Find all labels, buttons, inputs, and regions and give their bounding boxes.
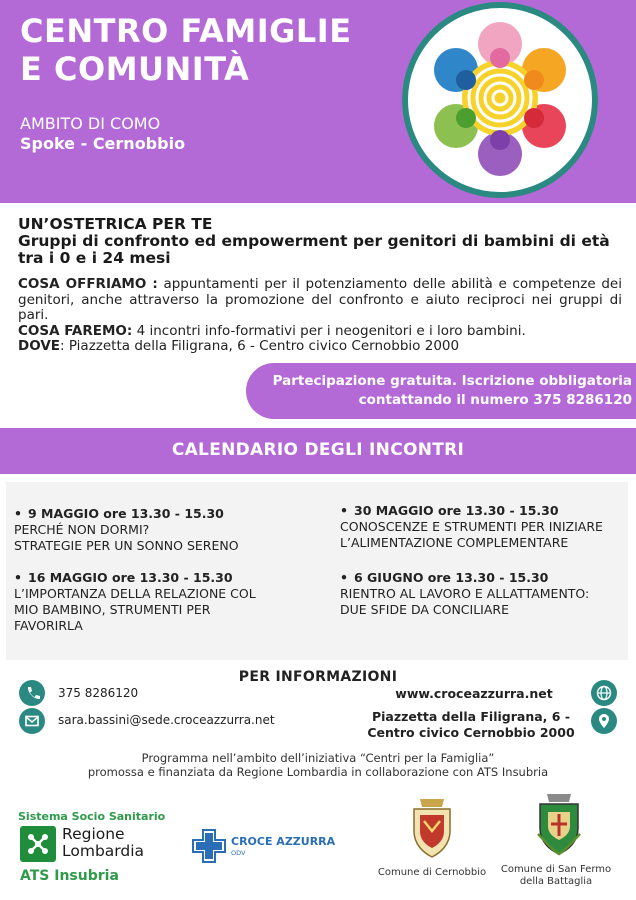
croce-azzurra-odv: ODV <box>231 849 246 857</box>
dove: DOVE: Piazzetta della Filigrana, 6 - Centro civico Cernobbio 2000 <box>18 338 460 354</box>
event-date: 9 MAGGIO ore 13.30 - 15.30 <box>28 506 224 521</box>
comune-san-fermo-label: Comune di San Fermo della Battaglia <box>500 864 612 887</box>
regione-lombardia-name: Regione Lombardia <box>62 825 145 860</box>
intro-heading <box>18 216 622 267</box>
header-banner <box>0 0 636 203</box>
iscrizione-text: Partecipazione gratuita. Iscrizione obbligatoria contattando il numero 375 8286120 <box>272 373 632 408</box>
event-date: 6 GIUGNO ore 13.30 - 15.30 <box>354 570 549 585</box>
event-item: • 9 MAGGIO ore 13.30 - 15.30 PERCHÉ NON DORMI? STRATEGIE PER UN SONNO SERENO <box>14 506 239 553</box>
intro-body <box>18 277 622 355</box>
spoke-label: Spoke - Cernobbio <box>20 134 186 153</box>
ambito-label: AMBITO DI COMO <box>20 114 161 133</box>
flower-logo-icon <box>408 8 592 192</box>
san-fermo-crest-icon <box>534 790 584 864</box>
event-item: • 6 GIUGNO ore 13.30 - 15.30 RIENTRO AL LAVORO E ALLATTAMENTO: DUE SFIDE DA CONCILIARE <box>340 570 590 617</box>
sistema-socio-sanitario-label: Sistema Socio Sanitario <box>18 810 166 823</box>
event-date: 16 MAGGIO ore 13.30 - 15.30 <box>28 570 233 585</box>
regione-lombardia-logo-icon <box>20 826 56 862</box>
globe-icon[interactable] <box>591 680 617 706</box>
cosa-faremo: COSA FAREMO: 4 incontri info-formativi per i neogenitori e i loro bambini. <box>18 322 526 339</box>
croce-azzurra-cross-icon <box>191 828 227 864</box>
address: Piazzetta della Filigrana, 6 - Centro civico Cernobbio 2000 <box>367 709 575 740</box>
event-item: • 16 MAGGIO ore 13.30 - 15.30 L’IMPORTANZA DELLA RELAZIONE COL MIO BAMBINO, STRUMENTI PER FAVORIRLA <box>14 570 256 633</box>
info-title: PER INFORMAZIONI <box>238 669 398 685</box>
website-link[interactable]: www.croceazzurra.net <box>395 686 553 701</box>
calendar-title: CALENDARIO DEGLI INCONTRI <box>171 440 465 460</box>
ats-insubria-label: ATS Insubria <box>20 868 119 884</box>
page-title <box>20 12 352 88</box>
cosa-offriamo: COSA OFFRIAMO : appuntamenti per il potenziamento delle abilità e competenze dei genitori, anche attraverso la promozione del confronto e aiuto reciproci nei gruppi di pari. <box>18 276 622 323</box>
title-line-1: CENTRO FAMIGLIE <box>20 12 352 50</box>
intro-section <box>18 216 622 355</box>
iscrizione-banner <box>246 363 636 419</box>
croce-azzurra-name: CROCE AZZURRA <box>231 835 336 848</box>
location-pin-icon[interactable] <box>591 708 617 734</box>
calendar-banner <box>0 428 636 474</box>
email-icon[interactable] <box>19 708 45 734</box>
phone-number[interactable]: 375 8286120 <box>58 686 139 700</box>
comune-cernobbio-label: Comune di Cernobbio <box>377 867 487 878</box>
intro-heading-1: UN’OSTETRICA PER TE <box>18 215 213 233</box>
event-item: • 30 MAGGIO ore 13.30 - 15.30 CONOSCENZE E STRUMENTI PER INIZIARE L’ALIMENTAZIONE COMPLEMENTARE <box>340 503 603 550</box>
cernobbio-crest-icon <box>408 795 456 865</box>
event-date: 30 MAGGIO ore 13.30 - 15.30 <box>354 503 559 518</box>
intro-heading-2: Gruppi di confronto ed empowerment per genitori di bambini di età tra i 0 e i 24 mesi <box>18 232 610 267</box>
programma-note: Programma nell’ambito dell’iniziativa “Centri per la Famiglia” promossa e finanziata da Regione Lombardia in collaborazione con ATS Insubria <box>87 751 549 779</box>
calendar-box <box>6 482 628 660</box>
phone-icon[interactable] <box>19 680 45 706</box>
title-line-2: E COMUNITÀ <box>20 50 250 88</box>
email-address[interactable]: sara.bassini@sede.croceazzurra.net <box>58 713 275 727</box>
centro-famiglie-logo <box>402 2 598 198</box>
